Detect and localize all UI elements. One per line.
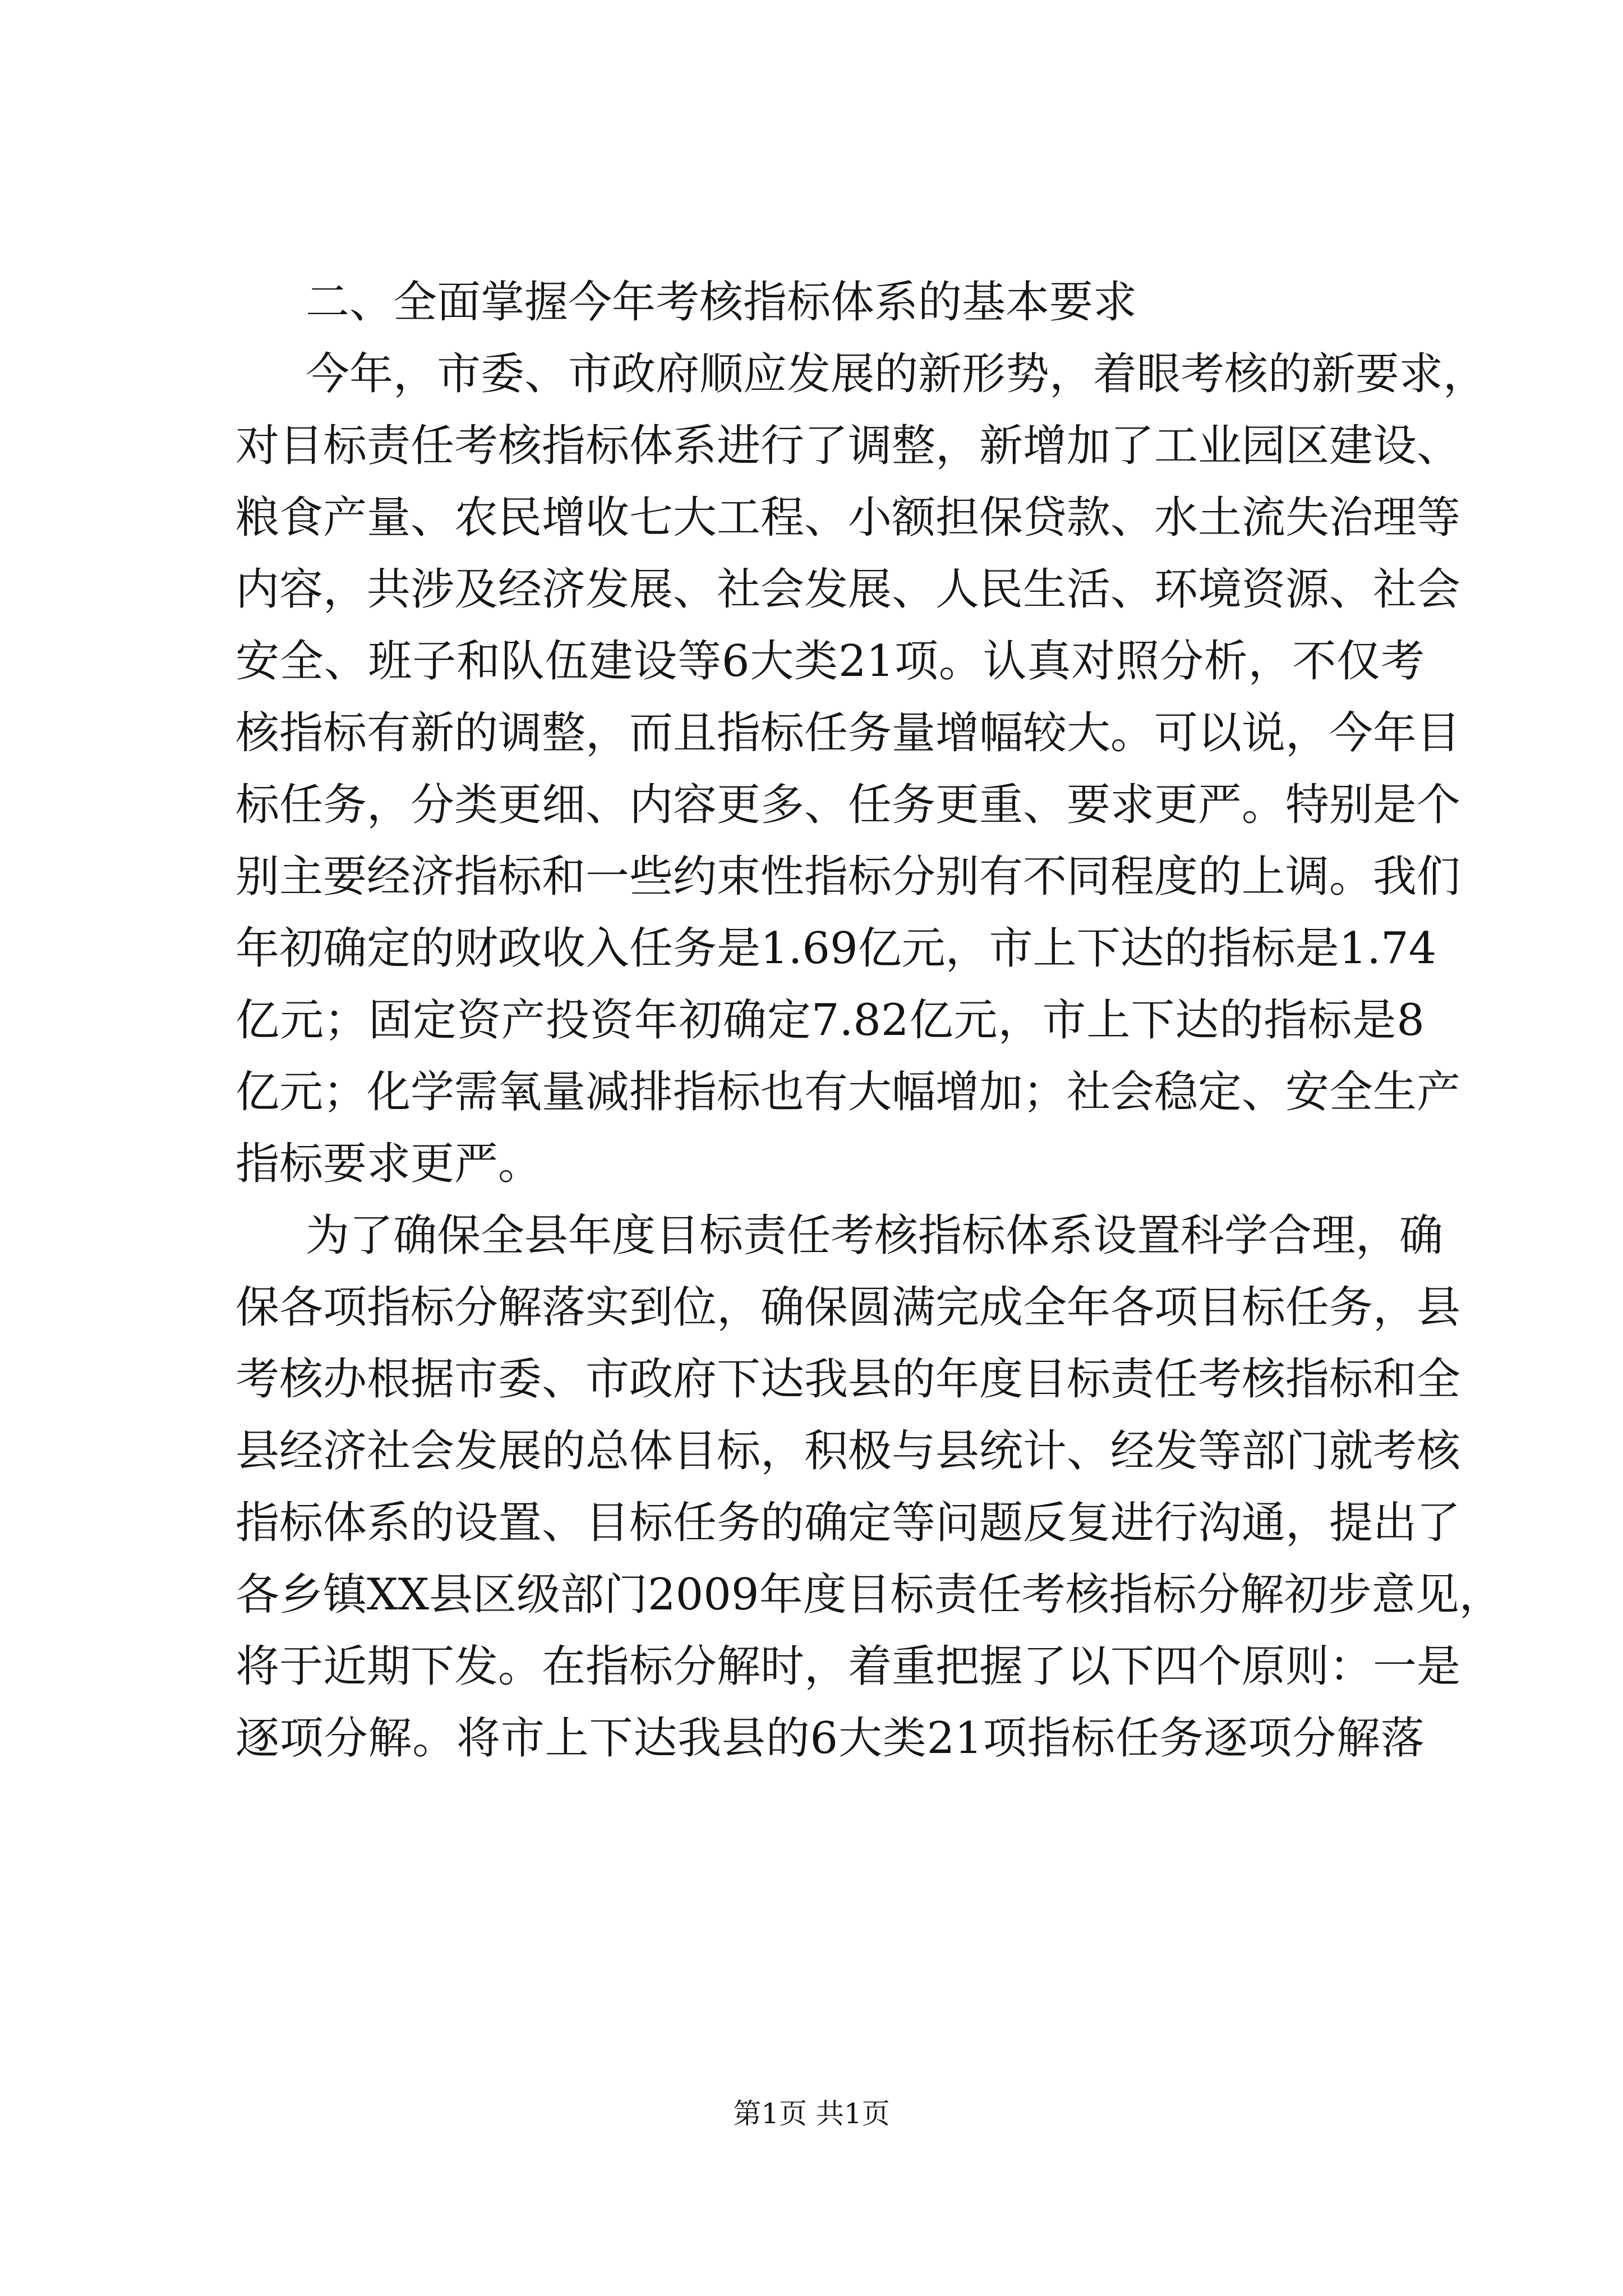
paragraph-1-line-8: 别主要经济指标和一些约束性指标分别有不同程度的上调。我们	[236, 852, 1461, 902]
paragraph-1-line-6: 核指标有新的调整，而且指标任务量增幅较大。可以说，今年目	[236, 708, 1461, 758]
paragraph-1-line-7: 标任务，分类更细、内容更多、任务更重、要求更严。特别是个	[236, 780, 1461, 830]
paragraph-1-line-1: 今年，市委、市政府顺应发展的新形势，着眼考核的新要求，	[306, 349, 1487, 399]
paragraph-1-line-12: 指标要求更严。	[236, 1139, 542, 1189]
paragraph-1-line-3: 粮食产量、农民增收七大工程、小额担保贷款、水土流失治理等	[236, 493, 1461, 543]
paragraph-1-line-2: 对目标责任考核指标体系进行了调整，新增加了工业园区建设、	[236, 421, 1461, 471]
paragraph-2-line-2: 保各项指标分解落实到位，确保圆满完成全年各项目标任务，县	[236, 1282, 1461, 1333]
paragraph-2-line-4: 县经济社会发展的总体目标，积极与县统计、经发等部门就考核	[236, 1426, 1461, 1476]
paragraph-2-line-6: 各乡镇XX县区级部门2009年度目标责任考核指标分解初步意见，	[236, 1570, 1503, 1620]
paragraph-1-line-10: 亿元；固定资产投资年初确定7.82亿元，市上下达的指标是8	[236, 995, 1424, 1046]
paragraph-2-line-1: 为了确保全县年度目标责任考核指标体系设置科学合理，确	[306, 1211, 1444, 1261]
paragraph-1-line-11: 亿元；化学需氧量减排指标也有大幅增加；社会稳定、安全生产	[236, 1067, 1461, 1117]
paragraph-2-line-7: 将于近期下发。在指标分解时，着重把握了以下四个原则：一是	[236, 1641, 1461, 1692]
paragraph-2-line-3: 考核办根据市委、市政府下达我县的年度目标责任考核指标和全	[236, 1354, 1461, 1405]
paragraph-2-line-5: 指标体系的设置、目标任务的确定等问题反复进行沟通，提出了	[236, 1498, 1461, 1548]
section-heading: 二、全面掌握今年考核指标体系的基本要求	[306, 277, 1137, 328]
paragraph-1-line-4: 内容，共涉及经济发展、社会发展、人民生活、环境资源、社会	[236, 564, 1461, 615]
paragraph-1-line-9: 年初确定的财政收入任务是1.69亿元，市上下达的指标是1.74	[236, 923, 1437, 974]
paragraph-2-line-8: 逐项分解。将市上下达我县的6大类21项指标任务逐项分解落	[236, 1713, 1424, 1764]
page-number-footer: 第1页 共1页	[733, 2097, 890, 2130]
paragraph-1-line-5: 安全、班子和队伍建设等6大类21项。认真对照分析，不仅考	[236, 636, 1424, 687]
